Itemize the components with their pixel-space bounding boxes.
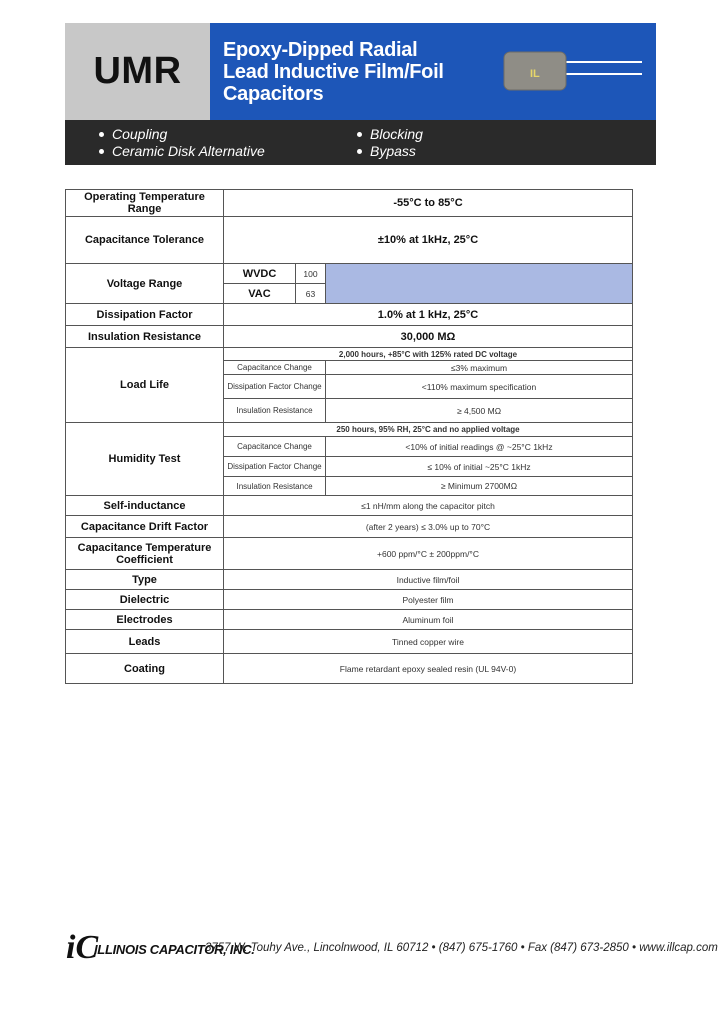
row-label: Voltage Range — [66, 264, 224, 304]
feature-item: Ceramic Disk Alternative — [99, 143, 265, 159]
sub-label: Capacitance Change — [224, 437, 326, 457]
sub-value: ≤3% maximum — [326, 361, 633, 375]
table-row — [66, 538, 633, 570]
row-label: Self-inductance — [66, 496, 224, 516]
table-row — [66, 654, 633, 684]
feature-item: Coupling — [99, 126, 167, 142]
table-row — [66, 326, 633, 348]
company-name: ILLINOIS CAPACITOR, INC. — [94, 942, 255, 957]
series-box — [65, 23, 210, 120]
table-row — [66, 190, 633, 217]
footer — [66, 918, 718, 966]
feature-item: Blocking — [357, 126, 423, 142]
table-row — [66, 264, 633, 284]
bullet-icon — [357, 132, 362, 137]
row-value: Aluminum foil — [224, 610, 633, 630]
row-value: (after 2 years) ≤ 3.0% up to 70°C — [224, 516, 633, 538]
sub-value: ≤ 10% of initial ~25°C 1kHz — [326, 457, 633, 477]
table-row — [66, 610, 633, 630]
row-value: -55°C to 85°C — [224, 190, 633, 217]
vac-value: 63 — [296, 284, 326, 304]
sub-value: ≥ Minimum 2700MΩ — [326, 477, 633, 496]
logo-mark: iC — [66, 929, 99, 966]
title-box — [210, 23, 656, 120]
title-line-3: Capacitors — [223, 83, 324, 105]
sub-header: 250 hours, 95% RH, 25°C and no applied voltage — [224, 423, 633, 437]
row-label: Dissipation Factor — [66, 304, 224, 326]
bullet-icon — [357, 149, 362, 154]
row-label: Capacitance Tolerance — [66, 217, 224, 264]
table-row — [66, 217, 633, 264]
title-line-2: Lead Inductive Film/Foil — [223, 61, 444, 83]
row-label: Leads — [66, 630, 224, 654]
row-label: Electrodes — [66, 610, 224, 630]
product-title — [223, 39, 444, 105]
row-label: Capacitance Temperature Coefficient — [66, 538, 224, 570]
row-value: Flame retardant epoxy sealed resin (UL 94V-0) — [224, 654, 633, 684]
row-label: Load Life — [66, 348, 224, 423]
row-value: 1.0% at 1 kHz, 25°C — [224, 304, 633, 326]
header — [65, 23, 656, 120]
row-value: Tinned copper wire — [224, 630, 633, 654]
sub-value: <10% of initial readings @ ~25°C 1kHz — [326, 437, 633, 457]
table-row — [66, 590, 633, 610]
row-label: Insulation Resistance — [66, 326, 224, 348]
row-value: +600 ppm/°C ± 200ppm/°C — [224, 538, 633, 570]
voltage-fill — [326, 264, 633, 304]
table-row — [66, 496, 633, 516]
bullet-icon — [99, 132, 104, 137]
capacitor-mark: IL — [530, 68, 540, 80]
sub-label: Insulation Resistance — [224, 399, 326, 423]
sub-value: ≥ 4,500 MΩ — [326, 399, 633, 423]
table-row — [66, 304, 633, 326]
wvdc-label: WVDC — [224, 264, 296, 284]
row-value: Inductive film/foil — [224, 570, 633, 590]
sub-label: Dissipation Factor Change — [224, 375, 326, 399]
features-bar — [65, 120, 656, 165]
row-label: Type — [66, 570, 224, 590]
company-logo — [66, 920, 99, 966]
vac-label: VAC — [224, 284, 296, 304]
bullet-icon — [99, 149, 104, 154]
feature-item: Bypass — [357, 143, 416, 159]
company-address: 3757 W. Touhy Ave., Lincolnwood, IL 60712 • (847) 675-1760 • Fax (847) 673-2850 • www.illcap.com — [205, 942, 718, 954]
sub-label: Capacitance Change — [224, 361, 326, 375]
sub-header: 2,000 hours, +85°C with 125% rated DC voltage — [224, 348, 633, 361]
row-value: 30,000 MΩ — [224, 326, 633, 348]
table-row — [66, 630, 633, 654]
table-row — [66, 570, 633, 590]
specifications-table — [65, 189, 633, 684]
row-label: Coating — [66, 654, 224, 684]
sub-label: Insulation Resistance — [224, 477, 326, 496]
row-label: Capacitance Drift Factor — [66, 516, 224, 538]
table-row — [66, 348, 633, 361]
sub-value: <110% maximum specification — [326, 375, 633, 399]
title-line-1: Epoxy-Dipped Radial — [223, 39, 418, 61]
table-row — [66, 516, 633, 538]
capacitor-image — [502, 49, 642, 95]
row-label: Operating Temperature Range — [66, 190, 224, 217]
sub-label: Dissipation Factor Change — [224, 457, 326, 477]
wvdc-value: 100 — [296, 264, 326, 284]
row-value: ≤1 nH/mm along the capacitor pitch — [224, 496, 633, 516]
row-label: Humidity Test — [66, 423, 224, 496]
row-value: Polyester film — [224, 590, 633, 610]
series-code: UMR — [93, 50, 182, 92]
row-value: ±10% at 1kHz, 25°C — [224, 217, 633, 264]
table-row — [66, 423, 633, 437]
row-label: Dielectric — [66, 590, 224, 610]
